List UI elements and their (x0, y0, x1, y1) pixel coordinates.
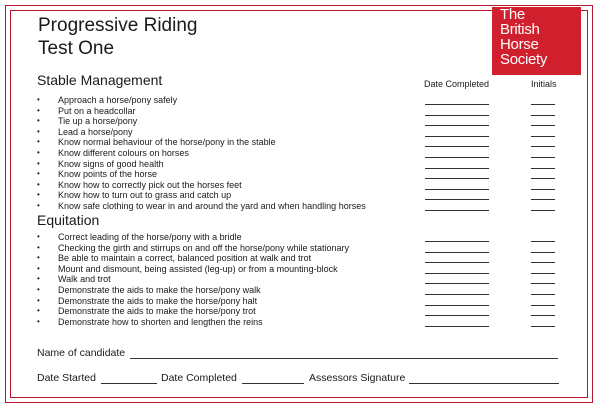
date-completed-blank[interactable] (425, 125, 489, 126)
date-completed-blank[interactable] (425, 294, 489, 295)
bullet-icon: • (37, 137, 40, 147)
bullet-icon: • (37, 263, 40, 273)
name-of-candidate-label: Name of candidate (37, 347, 126, 359)
bullet-icon: • (37, 147, 40, 157)
equitation-item-text: Be able to maintain a correct, balanced position at walk and trot (58, 253, 312, 264)
initials-blank[interactable] (531, 294, 555, 295)
stable-management-item-text: Know how to correctly pick out the horses feet (58, 179, 242, 190)
bullet-icon: • (37, 179, 40, 189)
initials-blank[interactable] (531, 252, 555, 253)
date-completed-blank[interactable] (425, 168, 489, 169)
bullet-icon: • (37, 232, 40, 241)
date-completed-blank[interactable] (425, 283, 489, 284)
date-completed-blank[interactable] (425, 326, 489, 327)
date-completed-blank[interactable] (425, 315, 489, 316)
date-completed-label: Date Completed (161, 372, 237, 384)
bullet-icon: • (37, 274, 40, 284)
initials-column-header: Initials (531, 79, 557, 89)
equitation-item-text: Mount and dismount, being assisted (leg-up) or from a mounting-block (58, 263, 338, 274)
initials-blank[interactable] (531, 210, 555, 211)
initials-blank[interactable] (531, 262, 555, 263)
bullet-icon: • (37, 316, 40, 326)
equitation-item-text: Demonstrate the aids to make the horse/pony halt (58, 295, 258, 306)
bullet-icon: • (37, 158, 40, 168)
date-completed-blank[interactable] (425, 305, 489, 306)
title-line-2: Test One (38, 38, 115, 59)
stable-management-item-text: Know points of the horse (58, 169, 158, 180)
equitation-heading: Equitation (37, 212, 100, 228)
bullet-icon: • (37, 295, 40, 305)
bullet-icon: • (37, 284, 40, 294)
initials-blank[interactable] (531, 305, 555, 306)
stable-management-item-text: Know signs of good health (58, 158, 164, 169)
initials-blank[interactable] (531, 283, 555, 284)
bullet-icon: • (37, 253, 40, 263)
initials-blank[interactable] (531, 104, 555, 105)
date-completed-blank[interactable] (425, 178, 489, 179)
initials-blank[interactable] (531, 199, 555, 200)
bullet-icon: • (37, 105, 40, 115)
date-completed-blank[interactable] (425, 210, 489, 211)
date-completed-blank[interactable] (425, 241, 489, 242)
date-completed-blank[interactable] (425, 262, 489, 263)
date-completed-blank[interactable] (425, 252, 489, 253)
logo-line-2: British (500, 21, 540, 38)
date-started-line[interactable] (101, 383, 157, 384)
date-completed-blank[interactable] (425, 104, 489, 105)
initials-blank[interactable] (531, 146, 555, 147)
date-completed-blank[interactable] (425, 189, 489, 190)
date-completed-blank[interactable] (425, 199, 489, 200)
initials-blank[interactable] (531, 168, 555, 169)
date-completed-column-header: Date Completed (424, 79, 490, 89)
initials-blank[interactable] (531, 241, 555, 242)
equitation-item-text: Demonstrate the aids to make the horse/pony walk (58, 284, 261, 295)
equitation-item-text: Correct leading of the horse/pony with a bridle (58, 232, 242, 242)
date-completed-line[interactable] (242, 383, 304, 384)
bullet-icon: • (37, 126, 40, 136)
logo-line-1: The (500, 6, 525, 23)
assessors-signature-line[interactable] (409, 383, 559, 384)
initials-blank[interactable] (531, 178, 555, 179)
initials-blank[interactable] (531, 115, 555, 116)
equitation-item-text: Checking the girth and stirrups on and off the horse/pony while stationary (58, 242, 350, 253)
initials-blank[interactable] (531, 315, 555, 316)
initials-blank[interactable] (531, 157, 555, 158)
initials-blank[interactable] (531, 125, 555, 126)
stable-management-item-text: Tie up a horse/pony (58, 116, 138, 127)
date-started-label: Date Started (37, 372, 96, 384)
bullet-icon: • (37, 306, 40, 316)
logo-line-4: Society (500, 51, 548, 68)
stable-management-item-text: Know how to turn out to grass and catch up (58, 190, 232, 201)
bullet-icon: • (37, 169, 40, 179)
equitation-item-text: Walk and trot (58, 274, 111, 285)
initials-blank[interactable] (531, 326, 555, 327)
bullet-icon: • (37, 200, 40, 210)
stable-management-item-text: Put on a headcollar (58, 105, 136, 116)
date-completed-blank[interactable] (425, 157, 489, 158)
bullet-icon: • (37, 242, 40, 252)
form-title (38, 14, 197, 60)
equitation-item-text: Demonstrate how to shorten and lengthen the reins (58, 316, 263, 327)
title-line-1: Progressive Riding (38, 15, 198, 36)
stable-management-item-text: Approach a horse/pony safely (58, 95, 178, 105)
stable-management-item-text: Know different colours on horses (58, 147, 189, 158)
initials-blank[interactable] (531, 273, 555, 274)
initials-blank[interactable] (531, 136, 555, 137)
date-completed-blank[interactable] (425, 146, 489, 147)
initials-blank[interactable] (531, 189, 555, 190)
bullet-icon: • (37, 95, 40, 104)
stable-management-heading: Stable Management (37, 72, 163, 88)
date-completed-blank[interactable] (425, 136, 489, 137)
logo-line-3: Horse (500, 36, 539, 53)
stable-management-item-text: Know normal behaviour of the horse/pony in the stable (58, 137, 276, 148)
bullet-icon: • (37, 116, 40, 126)
assessors-signature-label: Assessors Signature (309, 372, 406, 384)
name-of-candidate-line[interactable] (130, 358, 558, 359)
bullet-icon: • (37, 190, 40, 200)
date-completed-blank[interactable] (425, 273, 489, 274)
stable-management-item-text: Lead a horse/pony (58, 126, 133, 137)
bhs-logo (492, 7, 581, 75)
equitation-item-text: Demonstrate the aids to make the horse/pony trot (58, 306, 256, 317)
stable-management-item-text: Know safe clothing to wear in and around the yard and when handling horses (58, 200, 366, 211)
date-completed-blank[interactable] (425, 115, 489, 116)
